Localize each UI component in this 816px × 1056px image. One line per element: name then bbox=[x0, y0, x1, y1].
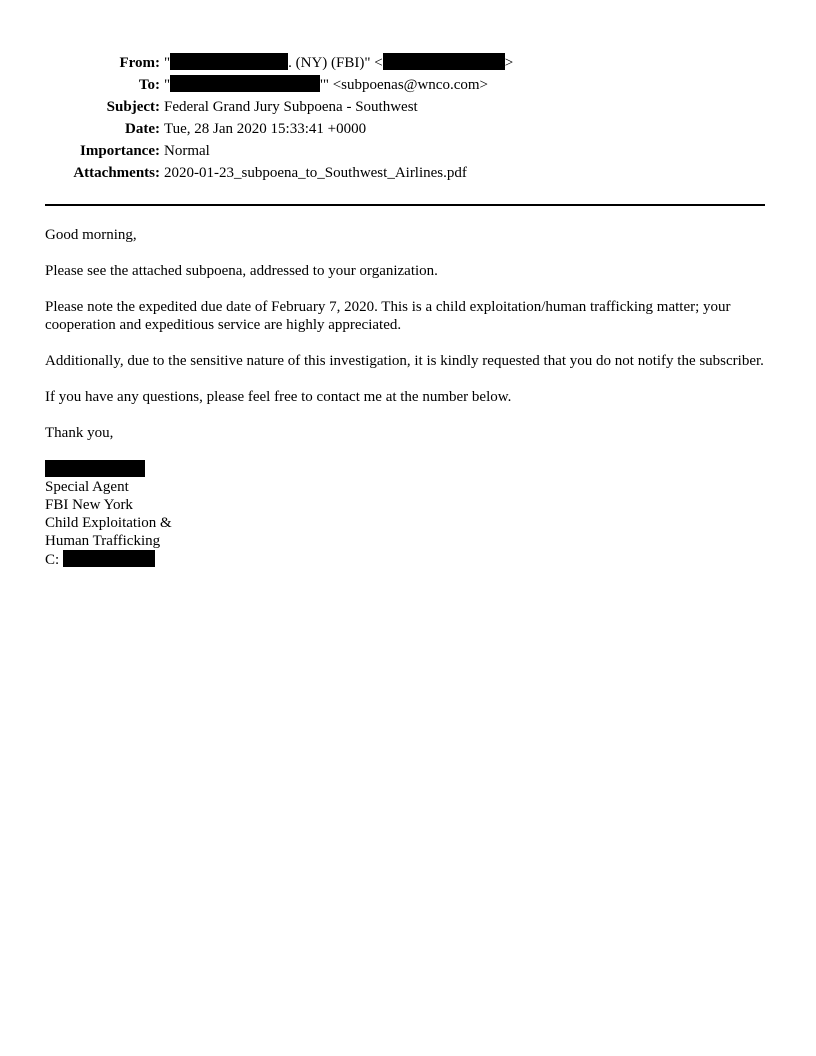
message-body bbox=[45, 226, 765, 568]
greeting: Good morning, bbox=[45, 227, 137, 243]
signature-unit-line-2: Human Trafficking bbox=[45, 533, 161, 549]
to-row bbox=[0, 74, 816, 96]
from-angle-close: > bbox=[504, 55, 514, 71]
date-row bbox=[0, 118, 816, 140]
header-divider bbox=[45, 204, 765, 206]
subject-value: Federal Grand Jury Subpoena - Southwest bbox=[164, 99, 418, 115]
paragraph-attached-subpoena: Please see the attached subpoena, addressed to your organization. bbox=[45, 263, 438, 279]
signature-unit-line-1: Child Exploitation & bbox=[45, 515, 172, 531]
signature-title: Special Agent bbox=[45, 479, 129, 495]
redacted-sender-name bbox=[170, 53, 288, 70]
attachment-filename: 2020-01-23_subpoena_to_Southwest_Airlines.pdf bbox=[164, 165, 467, 181]
subject-row bbox=[0, 96, 816, 118]
from-value bbox=[164, 52, 513, 74]
to-label: To: bbox=[138, 77, 160, 93]
attachments-label: Attachments: bbox=[73, 165, 160, 181]
to-quote-open: " bbox=[164, 77, 171, 93]
signature-block bbox=[45, 460, 765, 568]
attachments-row bbox=[0, 162, 816, 184]
redacted-agent-name bbox=[45, 460, 145, 477]
closing: Thank you, bbox=[45, 425, 114, 441]
email-header bbox=[0, 52, 816, 184]
from-row bbox=[0, 52, 816, 74]
subject-label: Subject: bbox=[106, 99, 160, 115]
importance-row bbox=[0, 140, 816, 162]
signature-office: FBI New York bbox=[45, 497, 133, 513]
redacted-sender-email bbox=[383, 53, 505, 70]
phone-label: C: bbox=[45, 552, 60, 568]
from-middle-text: . (NY) (FBI)" < bbox=[288, 55, 383, 71]
paragraph-contact: If you have any questions, please feel free to contact me at the number below. bbox=[45, 389, 512, 405]
importance-value: Normal bbox=[164, 143, 210, 159]
from-label: From: bbox=[119, 55, 160, 71]
to-address-text: '" <subpoenas@wnco.com> bbox=[320, 77, 488, 93]
redacted-recipient-name bbox=[170, 75, 320, 92]
importance-label: Importance: bbox=[80, 143, 160, 159]
date-value: Tue, 28 Jan 2020 15:33:41 +0000 bbox=[164, 121, 367, 137]
signature-phone-row bbox=[45, 550, 765, 568]
to-value bbox=[164, 74, 488, 96]
paragraph-do-not-notify: Additionally, due to the sensitive nature of this investigation, it is kindly requested that you do not notify the subscriber. bbox=[45, 353, 764, 369]
from-quote-open: " bbox=[164, 55, 171, 71]
paragraph-due-date: Please note the expedited due date of February 7, 2020. This is a child exploitation/human trafficking matter; your cooperation and expeditious service are highly appreciated. bbox=[45, 299, 731, 333]
date-label: Date: bbox=[125, 121, 160, 137]
redacted-phone-number bbox=[63, 550, 155, 567]
